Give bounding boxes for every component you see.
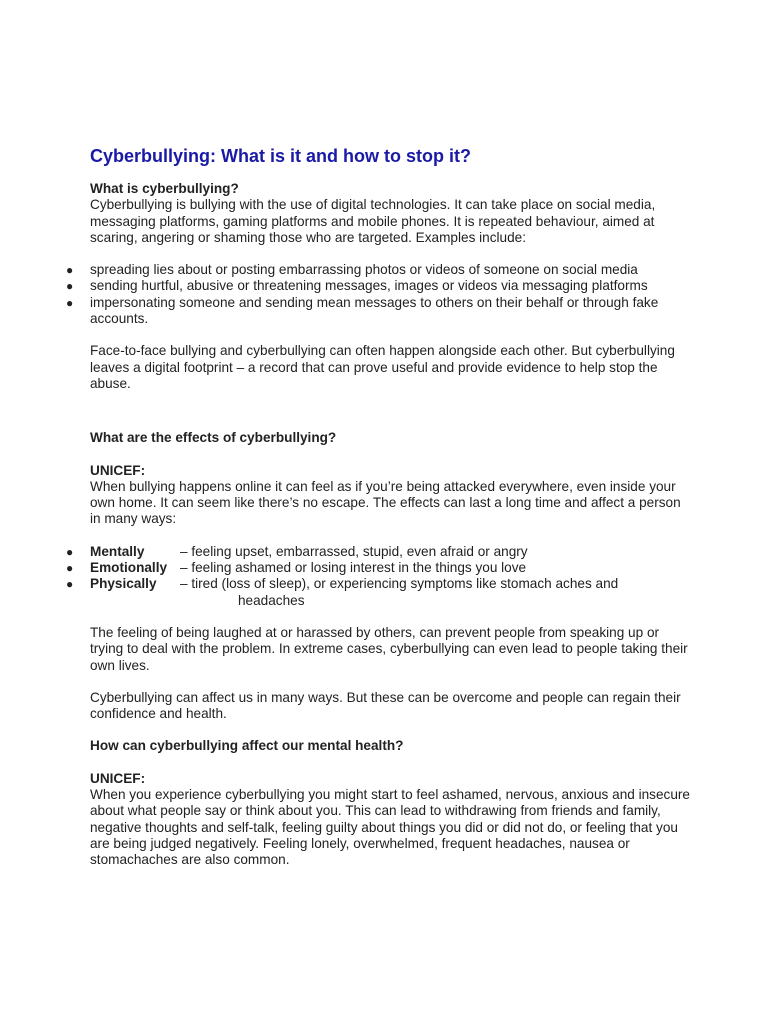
paragraph-effects-intro: When bullying happens online it can feel as if you’re being attacked everywhere, even inside your own home. It can seem like there’s no escape. The effects can last a long time and affect a person in many ways: (90, 478, 681, 527)
paragraph-overcome: Cyberbullying can affect us in many ways. But these can be overcome and people can regain their confidence and health. (90, 689, 681, 722)
paragraph-footprint: Face-to-face bullying and cyberbullying can often happen alongside each other. But cyberbullying leaves a digital footprint – a record that can prove useful and provide evidence to help stop the abuse. (90, 343, 675, 391)
bullet-icon: ● (66, 561, 74, 576)
section-heading-mental-health: How can cyberbullying affect our mental health? (90, 738, 404, 754)
effect-desc: – feeling ashamed or losing interest in the things you love (180, 560, 527, 576)
list-item: ● spreading lies about or posting embarrassing photos or videos of someone on social media (66, 262, 638, 278)
source-label: UNICEF: (90, 770, 146, 786)
page-title: Cyberbullying: What is it and how to stop it? (90, 146, 471, 166)
bullet-icon: ● (66, 279, 74, 294)
bullet-icon: ● (66, 295, 74, 310)
paragraph-intro: Cyberbullying is bullying with the use of digital technologies. It can take place on social media, messaging platforms, gaming platforms and mobile phones. It is repeated behaviour, aimed at scaring, angering or shaming those who are targeted. Examples include: (90, 197, 656, 245)
effect-term: Emotionally (90, 560, 168, 576)
bullet-icon: ● (66, 577, 74, 592)
paragraph-harassment: The feeling of being laughed at or harassed by others, can prevent people from speaking up or trying to deal with the problem. In extreme cases, cyberbullying can even lead to people taking their own lives. (90, 624, 688, 673)
bullet-icon: ● (66, 263, 74, 278)
examples-list (66, 262, 690, 327)
list-item (66, 576, 690, 609)
list-item: ● impersonating someone and sending mean messages to others on their behalf or through fake accounts. (66, 294, 659, 327)
paragraph-mental-health: When you experience cyberbullying you might start to feel ashamed, nervous, anxious and insecure about what people say or think about you. This can lead to withdrawing from friends and family, negative thoughts and self-talk, feeling guilty about things you did or did not do, or feeling that you are being judged negatively. Feeling lonely, overwhelmed, frequent headaches, nausea or stomachaches are also common. (90, 787, 690, 868)
effect-term: Mentally (90, 543, 145, 559)
section-heading-effects: What are the effects of cyberbullying? (90, 430, 337, 446)
source-label: UNICEF: (90, 462, 146, 478)
effect-desc: – feeling upset, embarrassed, stupid, even afraid or angry (180, 543, 528, 559)
list-item (66, 560, 690, 576)
effect-desc: – tired (loss of sleep), or experiencing symptoms like stomach aches and headaches (180, 576, 619, 608)
list-item: ● sending hurtful, abusive or threatening messages, images or videos via messaging platforms (66, 278, 648, 294)
section-heading-what-is: What is cyberbullying? (90, 181, 239, 196)
list-item (66, 543, 690, 560)
document-page (66, 145, 690, 869)
effect-term: Physically (90, 576, 157, 592)
bullet-icon: ● (66, 544, 74, 559)
effects-list (66, 543, 690, 609)
